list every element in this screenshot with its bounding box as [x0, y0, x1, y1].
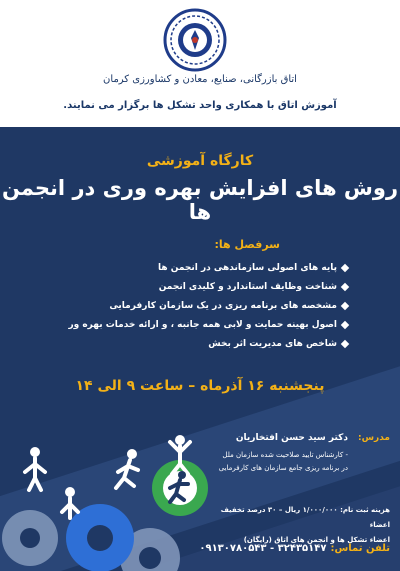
fee-line: هزینه ثبت نام: ۱/۰۰۰/۰۰۰ ریال – ۳۰ درصد تخفیف اعضاء: [220, 506, 390, 529]
teacher-name: دکتر سید حسن افتخاریان: [235, 433, 348, 443]
teacher-info-line: - کارشناس تایید صلاحیت شده سازمان ملل: [222, 451, 348, 459]
diamond-bullet-icon: [341, 282, 349, 290]
topics-list: [68, 258, 348, 353]
topic-item: [68, 258, 348, 277]
topic-item: [68, 334, 348, 353]
event-datetime: پنجشنبه ۱۶ آذرماه – ساعت ۹ الی ۱۴: [75, 378, 325, 394]
contact-phone: [199, 538, 390, 558]
topic-text: مشخصه های برنامه ریزی در یک سازمان کارفرمایی: [109, 300, 337, 311]
org-name: اتاق بازرگانی، صنایع، معادن و کشاورزی کرمان: [103, 74, 297, 85]
intro-text: آموزش اتاق با همکاری واحد تشکل ها برگزار می نمایند.: [63, 100, 337, 111]
topic-text: شاخص های مدیریت اثر بخش: [208, 338, 337, 349]
topics-heading: سرفصل ها:: [214, 238, 280, 251]
topic-text: اصول بهینه حمایت و لابی همه جانبه ، و ارائه خدمات بهره ور: [68, 319, 337, 330]
topic-item: [68, 296, 348, 315]
workshop-label: کارگاه آموزشی: [146, 153, 254, 169]
header-area: [0, 0, 400, 125]
topic-text: شناخت وظایف استاندارد و کلیدی انجمن: [158, 281, 337, 292]
teacher-info: [198, 449, 348, 475]
phone-numbers[interactable]: ۳۲۴۳۵۱۴۷ - ۰۹۱۳۰۷۸۰۵۴۳: [199, 542, 327, 554]
diamond-bullet-icon: [341, 301, 349, 309]
topic-item: [68, 277, 348, 296]
fee-line: اعضاء تشکل ها و انجمن های اتاق (رایگان): [243, 536, 390, 544]
chamber-logo-icon: [163, 8, 227, 72]
gears-people-illustration-icon: [0, 418, 220, 571]
teacher-label: مدرس:: [358, 433, 390, 443]
diamond-bullet-icon: [341, 320, 349, 328]
topic-item: [68, 315, 348, 334]
teacher-info-line: در برنامه ریزی جامع سازمان های کارفرمایی: [218, 464, 348, 472]
diamond-bullet-icon: [341, 339, 349, 347]
workshop-title: روش های افزایش بهره وری در انجمن ها: [1, 176, 399, 224]
topic-text: پایه های اصولی سازماندهی در انجمن ها: [158, 262, 337, 273]
phone-label: تلفن تماس:: [330, 542, 390, 554]
diamond-bullet-icon: [341, 263, 349, 271]
